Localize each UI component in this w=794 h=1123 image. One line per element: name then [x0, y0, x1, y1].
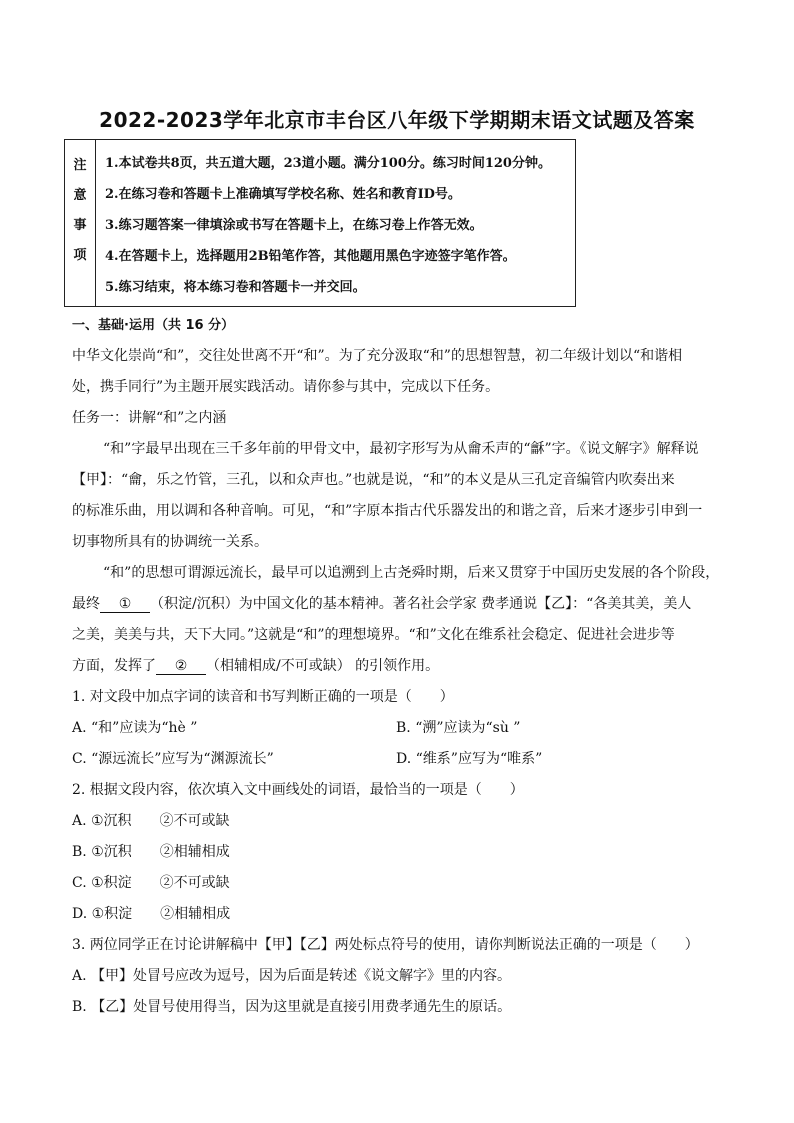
paragraph-line — [72, 593, 691, 613]
paragraph-line: 之美，美美与共，天下大同。”这就是“和”的理想境界。“和”文化在维系社会稳定、促进社会进步等 — [72, 627, 675, 643]
paragraph-line: 【甲】：“龠，乐之竹管，三孔，以和众声也。”也就是说，“和”的本义是从三孔定音编管内吹奏出来 — [72, 472, 675, 488]
page-title: 2022-2023学年北京市丰台区八年级下学期期末语文试题及答案 — [99, 108, 695, 132]
task-heading: 任务一：讲解“和”之内涵 — [72, 410, 227, 426]
notice-label-char: 注 — [73, 158, 87, 173]
question-stem: 2. 根据文段内容，依次填入文中画线处的词语，最恰当的一项是（ ） — [72, 782, 524, 798]
paragraph-line: 的标准乐曲，用以调和各种音响。可见，“和”字原本指古代乐器发出的和谐之音，后来才逐步引申到一 — [72, 503, 703, 519]
paragraph-line — [72, 655, 439, 675]
notice-label-char: 项 — [73, 248, 87, 263]
text-fragment: （积淀/沉积）为中国文化的基本精神。著名社会学家 费孝通说【乙】：“各美其美，美人 — [150, 596, 692, 612]
notice-item: 5.练习结束，将本练习卷和答题卡一并交回。 — [105, 280, 366, 295]
notice-item: 2.在练习卷和答题卡上准确填写学校名称、姓名和教育ID号。 — [105, 187, 461, 202]
notice-item: 4.在答题卡上，选择题用2B铅笔作答，其他题用黑色字迹签字笔作答。 — [105, 249, 516, 264]
option-d: D. “维系”应写为“唯系” — [396, 751, 543, 767]
fill-blank-1: ① — [100, 596, 150, 613]
text-fragment: （相辅相成/不可或缺） 的引领作用。 — [206, 658, 440, 674]
option-c: C. “源远流长”应写为“渊源流长” — [72, 751, 274, 767]
fill-blank-2: ② — [156, 658, 206, 675]
intro-line: 处，携手同行”为主题开展实践活动。请你参与其中，完成以下任务。 — [72, 379, 500, 395]
question-stem: 3. 两位同学正在讨论讲解稿中【甲】【乙】两处标点符号的使用，请你判断说法正确的一项是（ ） — [72, 937, 699, 953]
option-b: B. 【乙】处冒号使用得当，因为这里就是直接引用费孝通先生的原话。 — [72, 999, 512, 1015]
paragraph-line: “和”字最早出现在三千多年前的甲骨文中，最初字形写为从龠禾声的“龢”字。《说文解字》解释说 — [103, 441, 699, 457]
intro-line: 中华文化崇尚“和”，交往处世离不开“和”。为了充分汲取“和”的思想智慧，初二年级计划以“和谐相 — [72, 348, 683, 364]
paragraph-line: “和”的思想可谓源远流长，最早可以追溯到上古尧舜时期，后来又贯穿于中国历史发展的各个阶段， — [103, 565, 720, 581]
option-a: A. ①沉积 ②不可或缺 — [72, 813, 230, 829]
notice-label-char: 事 — [73, 218, 87, 233]
option-c: C. ①积淀 ②不可或缺 — [72, 875, 230, 891]
notice-label-char: 意 — [73, 188, 87, 203]
option-a: A. 【甲】处冒号应改为逗号，因为后面是转述《说文解字》里的内容。 — [72, 968, 512, 984]
option-a: A. “和”应读为“hè ” — [72, 720, 198, 736]
option-d: D. ①积淀 ②相辅相成 — [72, 906, 231, 922]
option-b: B. “溯”应读为“sù ” — [396, 720, 521, 736]
section-heading: 一、基础·运用（共 16 分） — [72, 318, 235, 333]
text-fragment: 方面，发挥了 — [72, 658, 156, 674]
notice-item: 3.练习题答案一律填涂或书写在答题卡上，在练习卷上作答无效。 — [105, 218, 483, 233]
notice-box — [64, 139, 576, 307]
notice-item: 1.本试卷共8页，共五道大题，23道小题。满分100分。练习时间120分钟。 — [105, 156, 551, 171]
option-b: B. ①沉积 ②相辅相成 — [72, 844, 230, 860]
paragraph-line: 切事物所具有的协调统一关系。 — [72, 534, 268, 550]
notice-label — [65, 140, 96, 306]
text-fragment: 最终 — [72, 596, 100, 612]
question-stem: 1. 对文段中加点字词的读音和书写判断正确的一项是（ ） — [72, 689, 454, 705]
